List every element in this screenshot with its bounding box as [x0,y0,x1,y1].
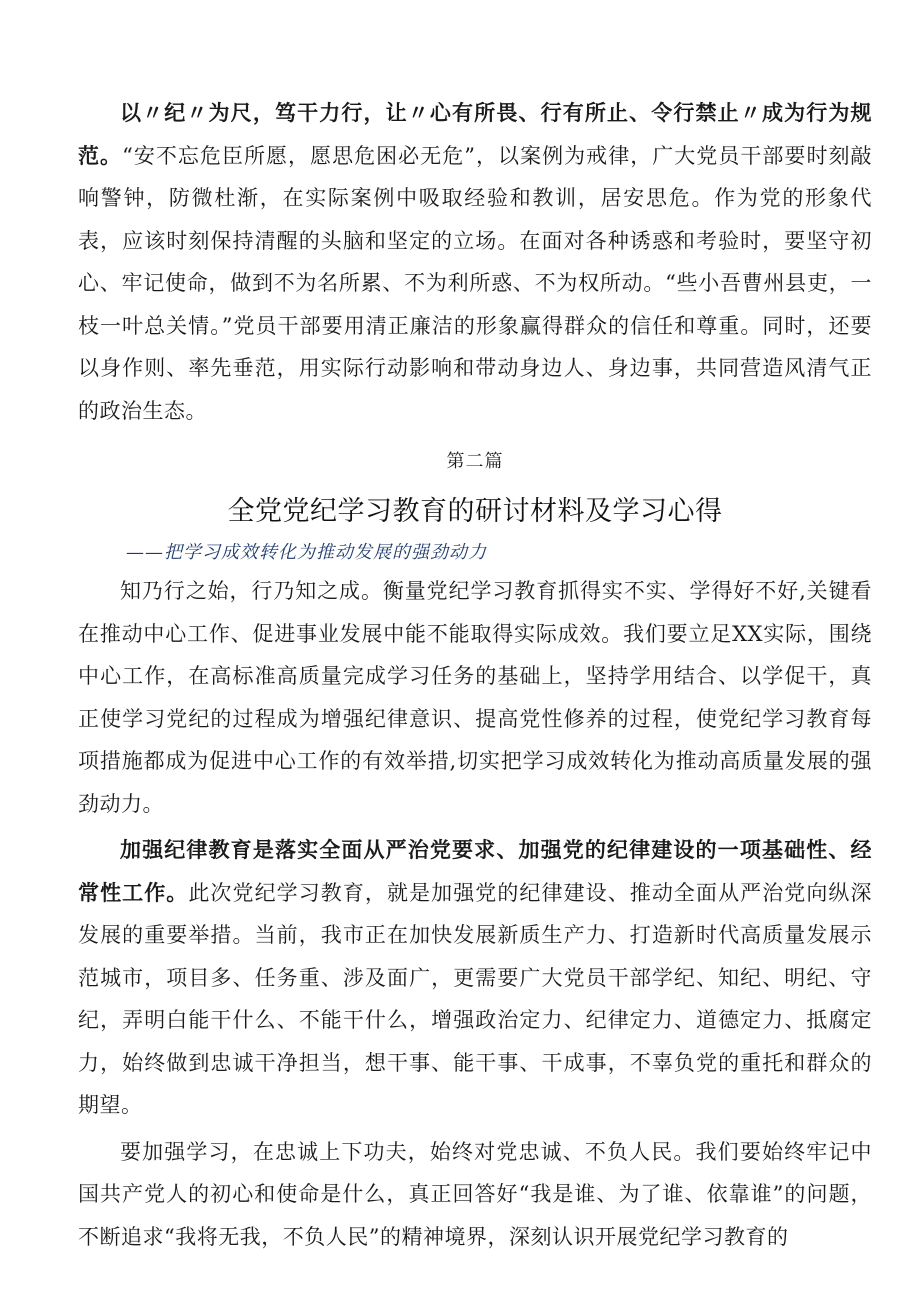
paragraph-1-body: “安不忘危臣所愿，愿思危困必无危”，以案例为戒律，广大党员干部要时刻敲响警钟，防微杜渐，在实际案例中吸取经验和教训，居安思危。作为党的形象代表，应该时刻保持清醒的头脑和坚定的立场。在面对各种诱惑和考验时，要坚守初心、牢记使命，做到不为名所累、不为利所惑、不为权所动。“些小吾曹州县吏，一枝一叶总关情。”党员干部要用清正廉洁的形象赢得群众的信任和尊重。同时，还要以身作则、率先垂范，用实际行动影响和带动身边人、身边事，共同营造风清气正的政治生态。 [78,143,873,423]
paragraph-2: 知乃行之始，行乃知之成。衡量党纪学习教育抓得实不实、学得好不好,关键看在推动中心工作、促进事业发展中能不能取得实际成效。我们要立足XX实际，围绕中心工作，在高标准高质量完成学习任务的基础上，坚持学用结合、以学促干，真正使学习党纪的过程成为增强纪律意识、提高党性修养的过程，使党纪学习教育每项措施都成为促进中心工作的有效举措,切实把学习成效转化为推动高质量发展的强劲动力。 [78,579,872,816]
section-label: 第二篇 [446,451,504,472]
document-subtitle: ——把学习成效转化为推动发展的强劲动力 [126,542,487,563]
paragraph-3-body: 此次党纪学习教育，就是加强党的纪律建设、推动全面从严治党向纵深发展的重要举措。当前，我市正在加快发展新质生产力、打造新时代高质量发展示范城市，项目多、任务重、涉及面广，更需要广大党员干部学纪、知纪、明纪、守纪，弄明白能干什么、不能干什么，增强政治定力、纪律定力、道德定力、抵腐定力，始终做到忠诚干净担当，想干事、能干事、干成事，不辜负党的重托和群众的期望。 [78,880,872,1117]
document-title: 全党党纪学习教育的研讨材料及学习心得 [227,496,723,527]
paragraph-1-lead: 以〃纪〃为尺，笃干力行，让〃心有所畏、行有所止、令行禁止〃成为行为规范。 [78,101,872,168]
paragraph-4: 要加强学习，在忠诚上下功夫，始终对党忠诚、不负人民。我们要始终牢记中国共产党人的初心和使命是什么，真正回答好“我是谁、为了谁、依靠谁”的问题，不断追求“我将无我，不负人民”的精神境界，深刻认识开展党纪学习教育的 [78,1139,872,1249]
paragraph-3-lead: 加强纪律教育是落实全面从严治党要求、加强党的纪律建设的一项基础性、经常性工作。 [78,838,872,905]
paragraph-1 [78,92,872,432]
paragraph-3 [78,829,872,1127]
